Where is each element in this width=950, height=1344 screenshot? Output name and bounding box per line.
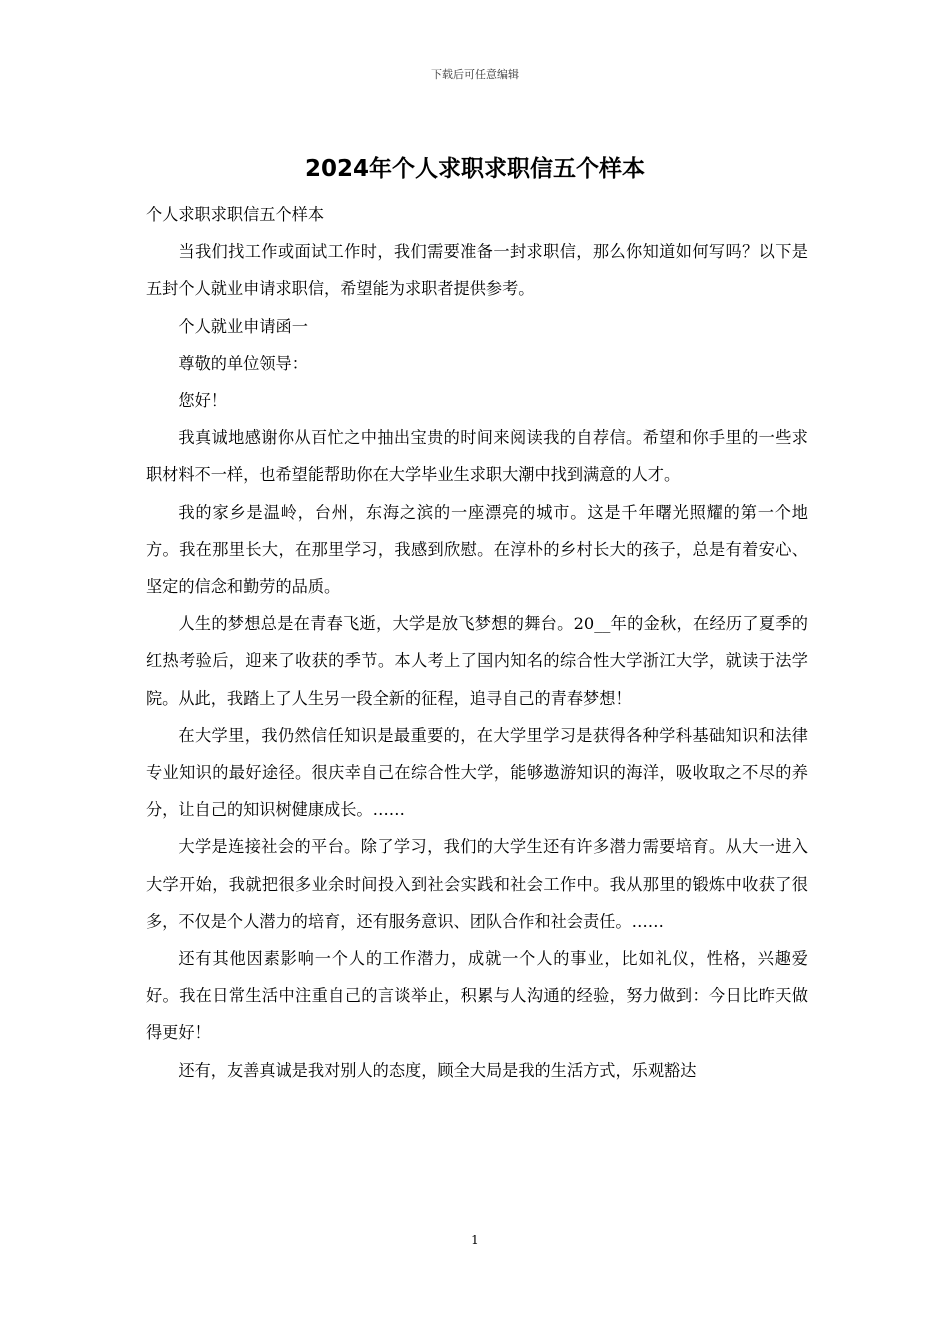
subtitle-paragraph: 个人求职求职信五个样本 <box>146 205 325 224</box>
body-paragraph: 人生的梦想总是在青春飞逝，大学是放飞梦想的舞台。20__年的金秋，在经历了夏季的红热考验后，迎来了收获的季节。本人考上了国内知名的综合性大学浙江大学，就读于法学院。从此，我踏上了人生另一段全新的征程，追寻自己的青春梦想！ <box>146 614 808 708</box>
body-paragraph: 在大学里，我仍然信任知识是最重要的，在大学里学习是获得各种学科基础知识和法律专业知识的最好途径。很庆幸自己在综合性大学，能够遨游知识的海洋，吸收取之不尽的养分，让自己的知识树健康成长。…… <box>146 725 808 820</box>
page-number: 1 <box>471 1233 479 1247</box>
salutation: 尊敬的单位领导： <box>178 353 308 373</box>
greeting: 您好！ <box>178 391 227 411</box>
document-body <box>146 196 808 1089</box>
body-paragraph: 我真诚地感谢你从百忙之中抽出宝贵的时间来阅读我的自荐信。希望和你手里的一些求职材料不一样，也希望能帮助你在大学毕业生求职大潮中找到满意的人才。 <box>146 428 808 485</box>
letter-heading: 个人就业申请函一 <box>178 316 308 336</box>
body-paragraph: 还有，友善真诚是我对别人的态度，顾全大局是我的生活方式，乐观豁达 <box>178 1060 697 1080</box>
body-paragraph: 我的家乡是温岭，台州，东海之滨的一座漂亮的城市。这是千年曙光照耀的第一个地方。我在那里长大，在那里学习，我感到欣慰。在淳朴的乡村长大的孩子，总是有着安心、坚定的信念和勤劳的品质。 <box>146 502 808 597</box>
document-title: 2024年个人求职求职信五个样本 <box>304 156 645 182</box>
body-paragraph: 大学是连接社会的平台。除了学习，我们的大学生还有许多潜力需要培育。从大一进入大学开始，我就把很多业余时间投入到社会实践和社会工作中。我从那里的锻炼中收获了很多，不仅是个人潜力的培育，还有服务意识、团队合作和社会责任。…… <box>146 837 808 931</box>
page-header-note: 下载后可任意编辑 <box>431 68 519 81</box>
intro-paragraph: 当我们找工作或面试工作时，我们需要准备一封求职信，那么你知道如何写吗？以下是五封个人就业申请求职信，希望能为求职者提供参考。 <box>146 242 808 299</box>
body-paragraph: 还有其他因素影响一个人的工作潜力，成就一个人的事业，比如礼仪，性格，兴趣爱好。我在日常生活中注重自己的言谈举止，积累与人沟通的经验，努力做到：今日比昨天做得更好！ <box>146 949 808 1043</box>
